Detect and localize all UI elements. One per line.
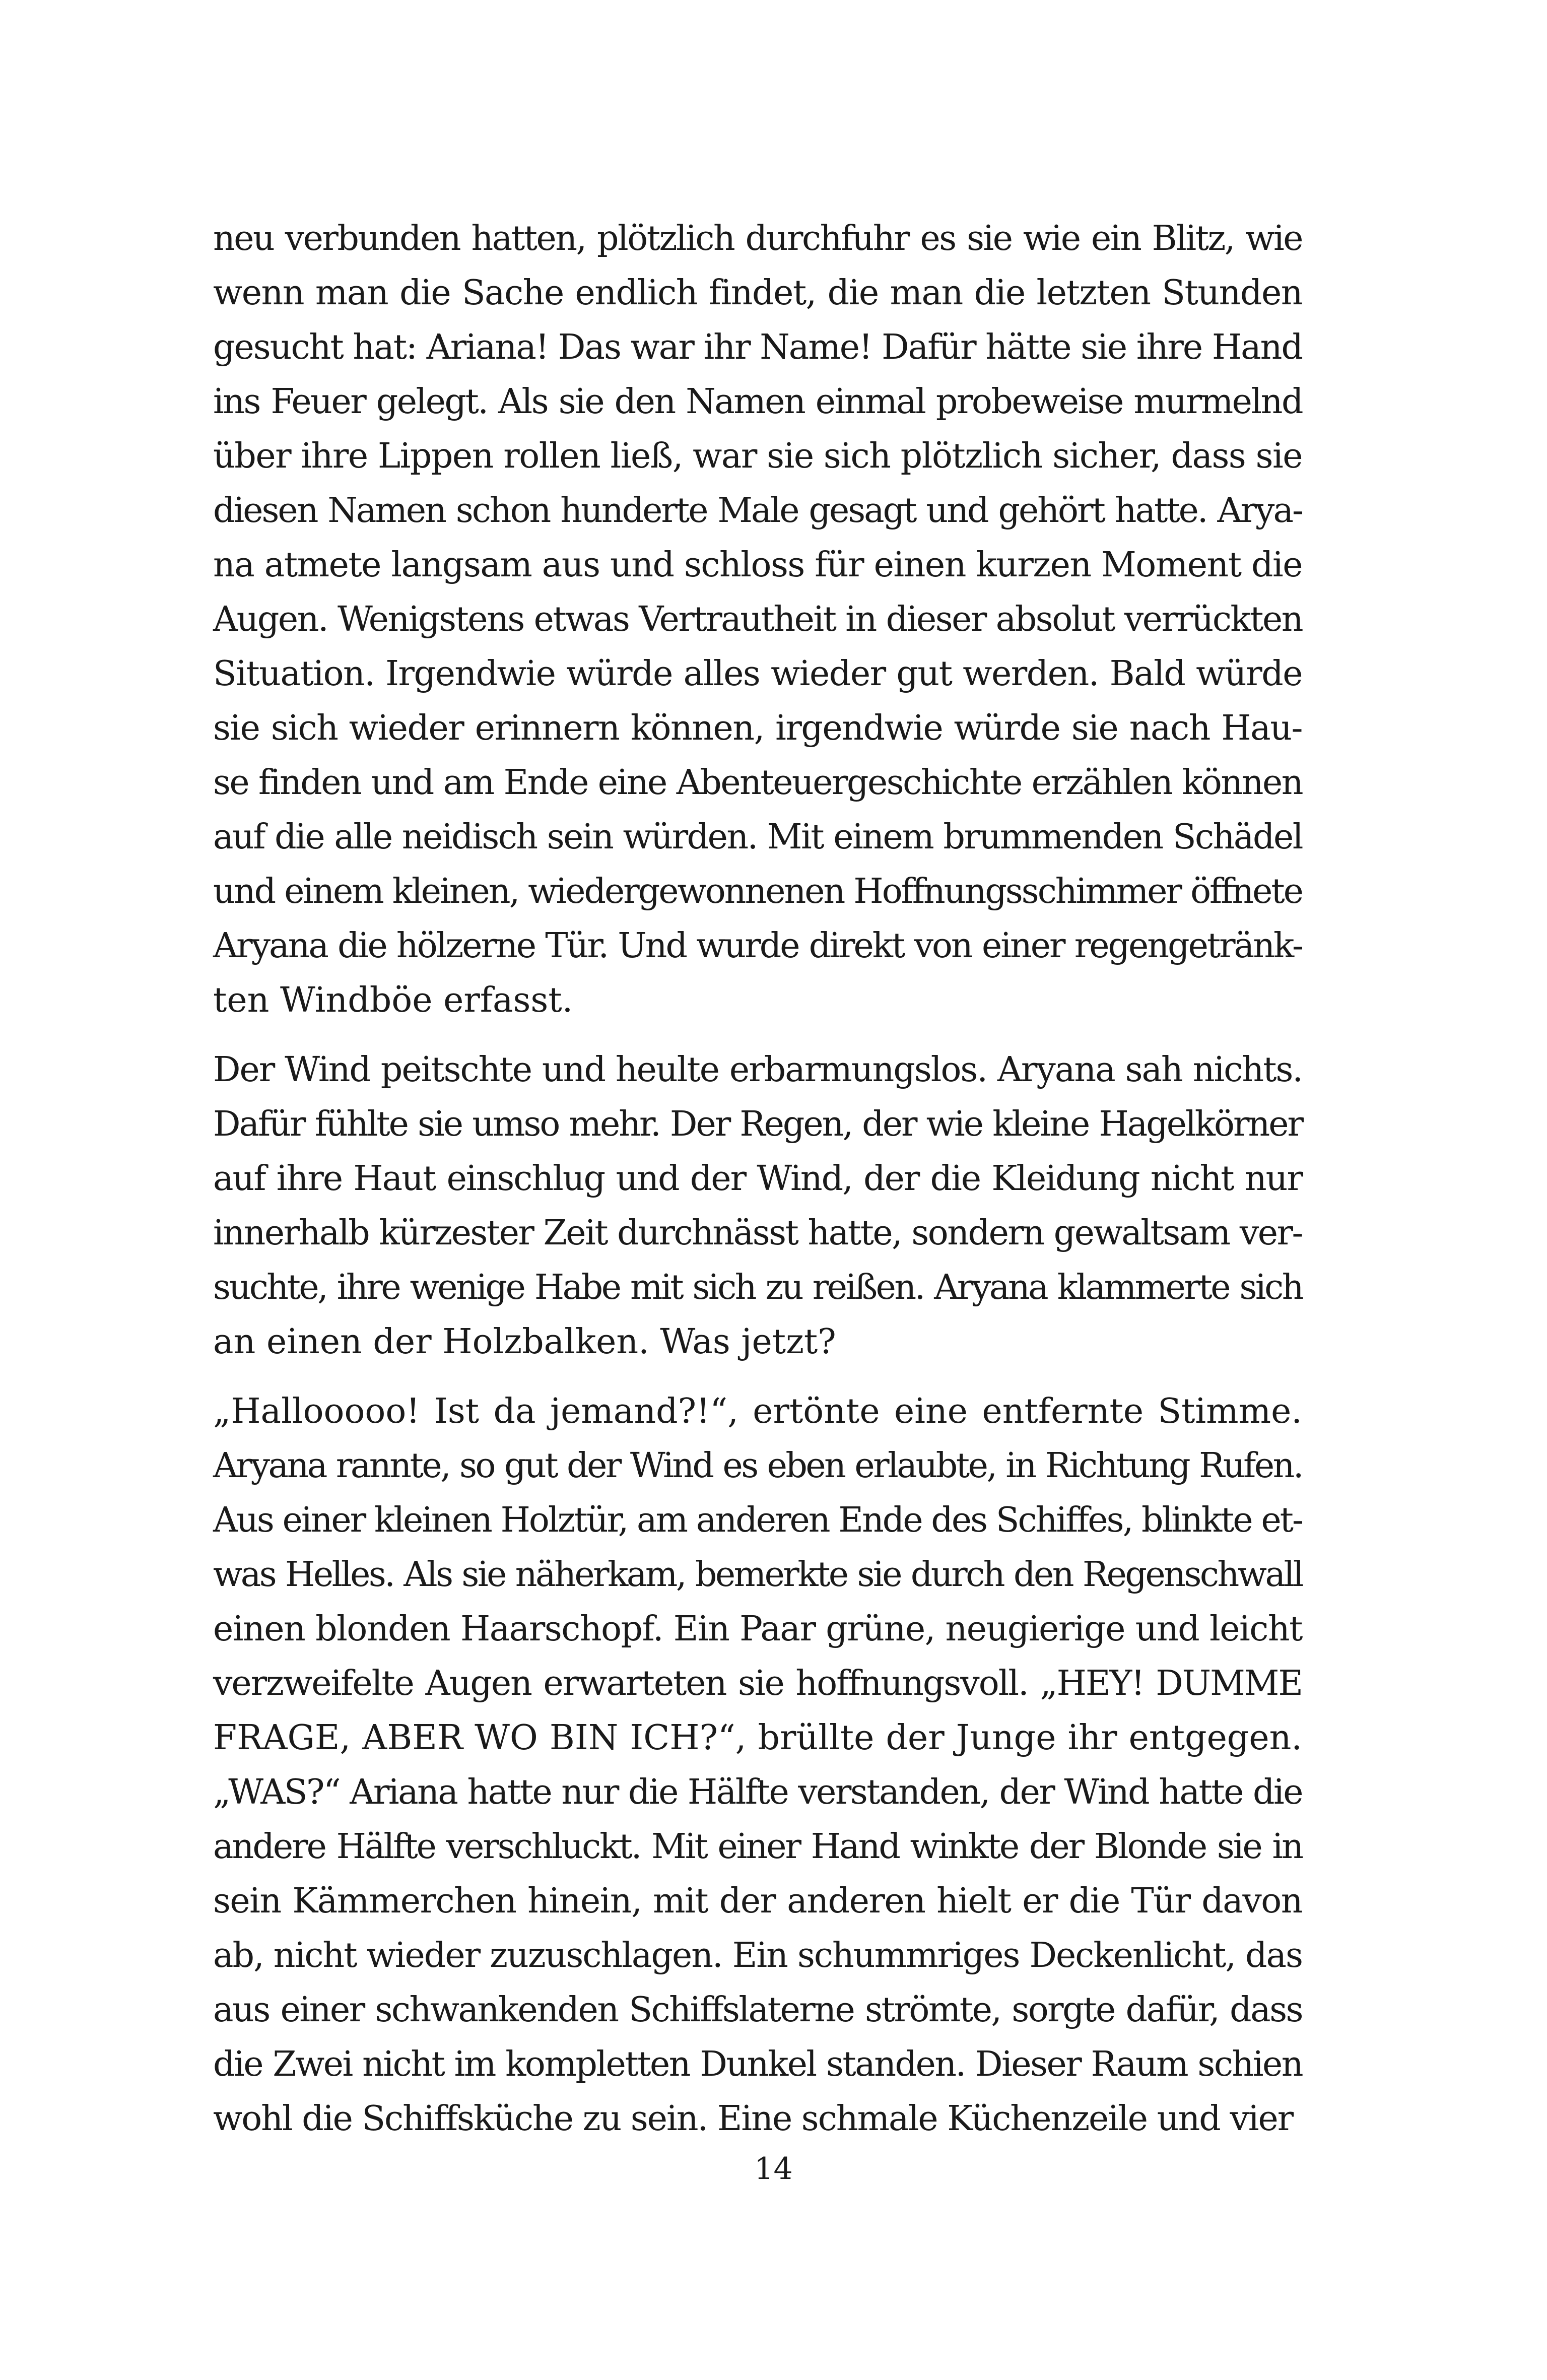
text-line: Aryana die hölzerne Tür. Und wurde direkt von einer regengetränk- bbox=[213, 926, 1302, 966]
text-line: und einem kleinen, wiedergewonnenen Hoffnungsschimmer öffnete bbox=[213, 872, 1302, 911]
text-line: was Helles. Als sie näherkam, bemerkte sie durch den Regenschwall bbox=[213, 1555, 1302, 1595]
text-line: se finden und am Ende eine Abenteuergeschichte erzählen können bbox=[213, 763, 1302, 803]
text-line: diesen Namen schon hunderte Male gesagt und gehört hatte. Arya- bbox=[213, 491, 1302, 531]
text-line: Augen. Wenigstens etwas Vertrautheit in dieser absolut verrückten bbox=[213, 600, 1302, 639]
page-number: 14 bbox=[754, 2151, 793, 2187]
paragraph bbox=[213, 212, 1302, 1028]
text-line: aus einer schwankenden Schiffslaterne strömte, sorgte dafür, dass bbox=[213, 1990, 1302, 2030]
text-line: auf ihre Haut einschlug und der Wind, der die Kleidung nicht nur bbox=[213, 1159, 1302, 1199]
paragraph bbox=[213, 1043, 1302, 1369]
text-line: Situation. Irgendwie würde alles wieder gut werden. Bald würde bbox=[213, 654, 1302, 694]
text-line: verzweifelte Augen erwarteten sie hoffnungsvoll. „HEY! DUMME bbox=[213, 1664, 1302, 1703]
paragraph bbox=[213, 1384, 1302, 2146]
text-line: Der Wind peitschte und heulte erbarmungslos. Aryana sah nichts. bbox=[213, 1050, 1302, 1090]
text-line: ab, nicht wieder zuzuschlagen. Ein schummriges Deckenlicht, das bbox=[213, 1936, 1302, 1975]
text-line: gesucht hat: Ariana! Das war ihr Name! Dafür hätte sie ihre Hand bbox=[213, 327, 1302, 367]
text-line: über ihre Lippen rollen ließ, war sie sich plötzlich sicher, dass sie bbox=[213, 436, 1302, 476]
text-line: Aus einer kleinen Holztür, am anderen Ende des Schiffes, blinkte et- bbox=[213, 1500, 1302, 1540]
text-line: wenn man die Sache endlich findet, die man die letzten Stunden bbox=[213, 273, 1302, 313]
paragraph-gap bbox=[213, 1369, 1302, 1384]
text-line: auf die alle neidisch sein würden. Mit einem brummenden Schädel bbox=[213, 817, 1302, 857]
text-line: neu verbunden hatten, plötzlich durchfuhr es sie wie ein Blitz, wie bbox=[213, 219, 1302, 258]
text-line: andere Hälfte verschluckt. Mit einer Hand winkte der Blonde sie in bbox=[213, 1827, 1302, 1867]
text-line: na atmete langsam aus und schloss für einen kurzen Moment die bbox=[213, 545, 1302, 585]
text-line: die Zwei nicht im kompletten Dunkel standen. Dieser Raum schien bbox=[213, 2044, 1302, 2084]
text-line: Dafür fühlte sie umso mehr. Der Regen, der wie kleine Hagelkörner bbox=[213, 1104, 1302, 1144]
text-line: sie sich wieder erinnern können, irgendwie würde sie nach Hau- bbox=[213, 708, 1302, 748]
text-line: einen blonden Haarschopf. Ein Paar grüne, neugierige und leicht bbox=[213, 1609, 1302, 1649]
text-line: innerhalb kürzester Zeit durchnässt hatte, sondern gewaltsam ver- bbox=[213, 1213, 1302, 1253]
text-line: an einen der Holzbalken. Was jetzt? bbox=[213, 1322, 836, 1362]
paragraph-gap bbox=[213, 1028, 1302, 1043]
text-line: wohl die Schiffsküche zu sein. Eine schmale Küchenzeile und vier bbox=[213, 2099, 1293, 2139]
text-line: ten Windböe erfasst. bbox=[213, 980, 573, 1020]
text-line: „Hallooooo! Ist da jemand?!“, ertönte eine entfernte Stimme. bbox=[213, 1392, 1302, 1431]
text-line: FRAGE, ABER WO BIN ICH?“, brüllte der Junge ihr entgegen. bbox=[213, 1718, 1302, 1758]
body-text bbox=[213, 212, 1302, 2146]
text-line: sein Kämmerchen hinein, mit der anderen hielt er die Tür davon bbox=[213, 1881, 1302, 1921]
text-line: „WAS?“ Ariana hatte nur die Hälfte verstanden, der Wind hatte die bbox=[213, 1772, 1302, 1812]
text-line: suchte, ihre wenige Habe mit sich zu reißen. Aryana klammerte sich bbox=[213, 1268, 1302, 1307]
text-line: ins Feuer gelegt. Als sie den Namen einmal probeweise murmelnd bbox=[213, 382, 1302, 422]
text-line: Aryana rannte, so gut der Wind es eben erlaubte, in Richtung Rufen. bbox=[213, 1446, 1302, 1486]
